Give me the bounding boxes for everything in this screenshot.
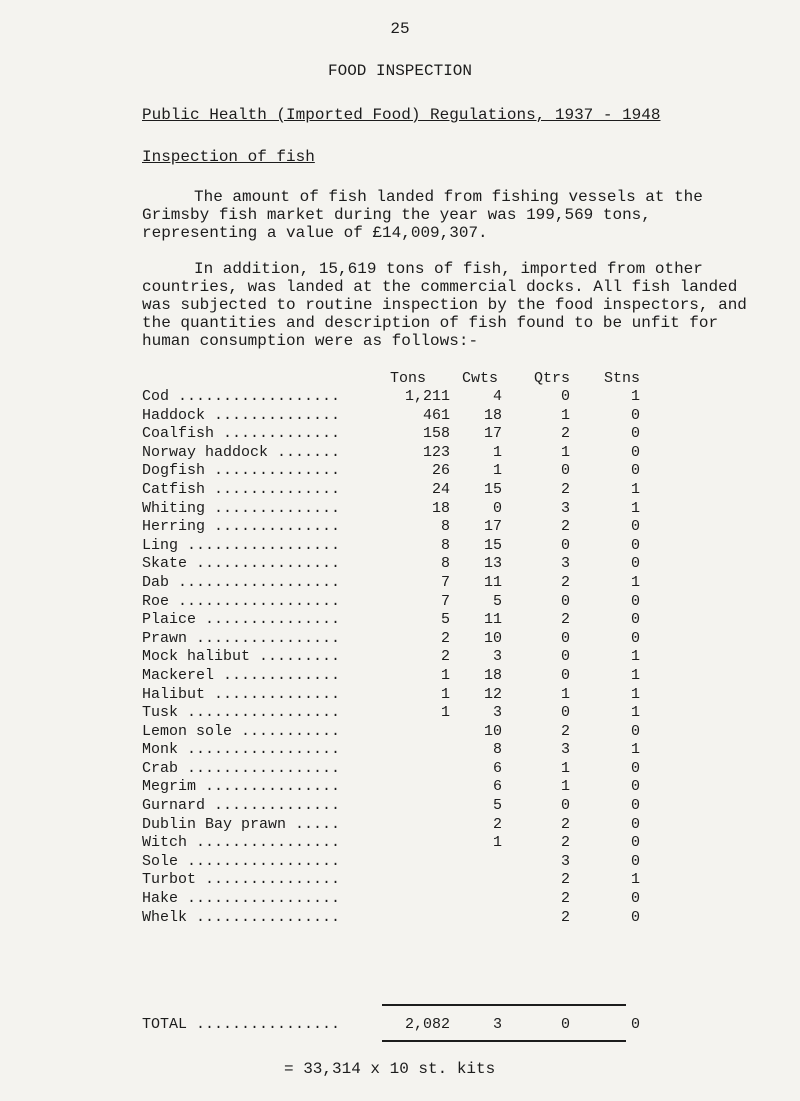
qtrs-value: 2 — [560, 815, 570, 833]
cwts-value: 11 — [483, 573, 502, 591]
column-header-stns: Stns — [604, 370, 641, 387]
stns-value: 1 — [630, 685, 640, 703]
stns-value: 0 — [630, 890, 640, 908]
table-row — [142, 444, 662, 463]
cwts-value: 18 — [483, 666, 502, 684]
fish-name: Plaice ............... — [142, 611, 341, 629]
qtrs-value: 2 — [560, 890, 570, 908]
table-row — [142, 741, 662, 760]
stns-value: 0 — [630, 722, 640, 740]
stns-value: 1 — [630, 666, 640, 684]
cwts-value: 8 — [492, 741, 502, 759]
fish-name: Hake ................. — [142, 890, 341, 908]
stns-value: 1 — [630, 499, 640, 517]
fish-name: Dogfish .............. — [142, 462, 341, 480]
page-title: FOOD INSPECTION — [327, 62, 473, 80]
table-row — [142, 593, 662, 612]
fish-name: Whelk ................ — [142, 908, 341, 926]
qtrs-value: 2 — [560, 425, 570, 443]
table-row — [142, 574, 662, 593]
table-row — [142, 648, 662, 667]
cwts-value: 10 — [483, 722, 502, 740]
fish-name: Monk ................. — [142, 741, 341, 759]
qtrs-value: 0 — [560, 388, 570, 405]
table-row — [142, 909, 662, 928]
stns-value: 0 — [630, 908, 640, 926]
tons-value: 26 — [431, 462, 450, 480]
stns-value: 0 — [630, 834, 640, 852]
fish-name: Ling ................. — [142, 536, 341, 554]
cwts-value: 6 — [492, 759, 502, 777]
cwts-value: 17 — [483, 518, 502, 536]
table-row — [142, 686, 662, 705]
tons-value: 7 — [440, 592, 450, 610]
tons-value: 1,211 — [404, 388, 450, 405]
regulations-heading: Public Health (Imported Food) Regulations, 1937 - 1948 — [142, 106, 661, 124]
stns-value: 0 — [630, 759, 640, 777]
table-row — [142, 425, 662, 444]
table-row — [142, 518, 662, 537]
column-header-qtrs: Qtrs — [534, 370, 571, 387]
stns-value: 0 — [630, 611, 640, 629]
table-row — [142, 704, 662, 723]
stns-value: 0 — [630, 592, 640, 610]
cwts-value: 15 — [483, 536, 502, 554]
stns-value: 0 — [630, 443, 640, 461]
tons-value: 1 — [440, 704, 450, 722]
fish-name: Gurnard .............. — [142, 797, 341, 815]
fish-name: Dab .................. — [142, 573, 341, 591]
fish-name: Sole ................. — [142, 852, 341, 870]
qtrs-value: 2 — [560, 834, 570, 852]
qtrs-value: 2 — [560, 908, 570, 926]
total-rule-bottom — [382, 1040, 626, 1042]
table-row — [142, 481, 662, 500]
qtrs-value: 2 — [560, 611, 570, 629]
cwts-value: 3 — [492, 648, 502, 666]
table-row — [142, 500, 662, 519]
qtrs-value: 3 — [560, 741, 570, 759]
tons-value: 24 — [431, 480, 450, 498]
table-row — [142, 462, 662, 481]
table-row — [142, 723, 662, 742]
fish-name: Cod .................. — [142, 388, 341, 405]
stns-value: 1 — [630, 704, 640, 722]
cwts-value: 15 — [483, 480, 502, 498]
stns-value: 0 — [630, 852, 640, 870]
stns-value: 1 — [630, 871, 640, 889]
stns-value: 0 — [630, 406, 640, 424]
column-header-tons: Tons — [390, 370, 427, 387]
fish-name: Roe .................. — [142, 592, 341, 610]
fish-name: Mackerel ............. — [142, 666, 341, 684]
cwts-value: 2 — [492, 815, 502, 833]
qtrs-value: 1 — [560, 443, 570, 461]
column-header-cwts: Cwts — [462, 370, 499, 387]
table-row — [142, 778, 662, 797]
qtrs-value: 0 — [560, 536, 570, 554]
stns-value: 0 — [630, 536, 640, 554]
qtrs-value: 3 — [560, 852, 570, 870]
stns-value: 0 — [630, 518, 640, 536]
table-row — [142, 388, 662, 407]
fish-name: Haddock .............. — [142, 406, 341, 424]
stns-value: 0 — [630, 797, 640, 815]
cwts-value: 1 — [492, 834, 502, 852]
fish-name: Witch ................ — [142, 834, 341, 852]
qtrs-value: 2 — [560, 722, 570, 740]
cwts-value: 17 — [483, 425, 502, 443]
fish-name: Halibut .............. — [142, 685, 341, 703]
tons-value: 461 — [422, 406, 450, 424]
stns-value: 0 — [630, 555, 640, 573]
cwts-value: 3 — [492, 704, 502, 722]
table-row — [142, 630, 662, 649]
tons-value: 158 — [422, 425, 450, 443]
fish-name: Mock halibut ......... — [142, 648, 341, 666]
qtrs-value: 1 — [560, 685, 570, 703]
page-number: 25 — [390, 20, 410, 38]
table-row — [142, 890, 662, 909]
fish-name: Whiting .............. — [142, 499, 341, 517]
tons-value: 8 — [440, 536, 450, 554]
fish-name: Turbot ............... — [142, 871, 341, 889]
cwts-value: 6 — [492, 778, 502, 796]
tons-value: 5 — [440, 611, 450, 629]
stns-value: 0 — [630, 425, 640, 443]
cwts-value: 1 — [492, 462, 502, 480]
tons-value: 123 — [422, 443, 450, 461]
stns-value: 1 — [630, 573, 640, 591]
tons-value: 18 — [431, 499, 450, 517]
table-row — [142, 760, 662, 779]
kits-equivalent: = 33,314 x 10 st. kits — [284, 1060, 496, 1078]
qtrs-value: 0 — [560, 592, 570, 610]
stns-value: 1 — [630, 741, 640, 759]
total-stns: 0 — [630, 1016, 640, 1033]
total-label: TOTAL ................ — [142, 1016, 341, 1033]
fish-name: Megrim ............... — [142, 778, 341, 796]
cwts-value: 11 — [483, 611, 502, 629]
qtrs-value: 0 — [560, 629, 570, 647]
table-row — [142, 834, 662, 853]
qtrs-value: 0 — [560, 648, 570, 666]
qtrs-value: 0 — [560, 797, 570, 815]
stns-value: 0 — [630, 778, 640, 796]
qtrs-value: 1 — [560, 406, 570, 424]
qtrs-value: 0 — [560, 666, 570, 684]
qtrs-value: 2 — [560, 518, 570, 536]
total-tons: 2,082 — [404, 1016, 450, 1033]
total-qtrs: 0 — [560, 1016, 570, 1033]
total-row — [142, 1016, 662, 1036]
cwts-value: 0 — [492, 499, 502, 517]
fish-name: Prawn ................ — [142, 629, 341, 647]
qtrs-value: 3 — [560, 499, 570, 517]
stns-value: 1 — [630, 388, 640, 405]
cwts-value: 4 — [492, 388, 502, 405]
table-row — [142, 853, 662, 872]
fish-table-body — [142, 388, 662, 927]
cwts-value: 5 — [492, 592, 502, 610]
table-row — [142, 611, 662, 630]
fish-name: Catfish .............. — [142, 480, 341, 498]
tons-value: 1 — [440, 685, 450, 703]
tons-value: 7 — [440, 573, 450, 591]
tons-value: 8 — [440, 518, 450, 536]
cwts-value: 10 — [483, 629, 502, 647]
qtrs-value: 1 — [560, 778, 570, 796]
qtrs-value: 2 — [560, 871, 570, 889]
tons-value: 1 — [440, 666, 450, 684]
qtrs-value: 0 — [560, 704, 570, 722]
table-row — [142, 797, 662, 816]
cwts-value: 18 — [483, 406, 502, 424]
stns-value: 0 — [630, 629, 640, 647]
qtrs-value: 2 — [560, 573, 570, 591]
tons-value: 2 — [440, 648, 450, 666]
table-row — [142, 667, 662, 686]
fish-name: Norway haddock ....... — [142, 443, 341, 461]
qtrs-value: 0 — [560, 462, 570, 480]
tons-value: 2 — [440, 629, 450, 647]
stns-value: 1 — [630, 648, 640, 666]
fish-name: Crab ................. — [142, 759, 341, 777]
tons-value: 8 — [440, 555, 450, 573]
stns-value: 0 — [630, 462, 640, 480]
stns-value: 0 — [630, 815, 640, 833]
table-row — [142, 407, 662, 426]
cwts-value: 13 — [483, 555, 502, 573]
table-row — [142, 871, 662, 890]
paragraph-landed-fish: The amount of fish landed from fishing vessels at the Grimsby fish market during the year was 199,569 tons, representing a value of £14,009,307. — [142, 188, 703, 242]
stns-value: 1 — [630, 480, 640, 498]
cwts-value: 1 — [492, 443, 502, 461]
table-row — [142, 555, 662, 574]
paragraph-imported-fish: In addition, 15,619 tons of fish, imported from other countries, was landed at the commercial docks. All fish landed was subjected to routine inspection by the food inspectors, and the quantities and description of fish found to be unfit for human consumption were as follows:- — [142, 260, 747, 350]
total-rule-top — [382, 1004, 626, 1006]
total-cwts: 3 — [492, 1016, 502, 1033]
section-heading: Inspection of fish — [142, 148, 315, 166]
qtrs-value: 1 — [560, 759, 570, 777]
cwts-value: 12 — [483, 685, 502, 703]
table-row — [142, 537, 662, 556]
fish-name: Coalfish ............. — [142, 425, 341, 443]
fish-name: Herring .............. — [142, 518, 341, 536]
fish-name: Skate ................ — [142, 555, 341, 573]
qtrs-value: 3 — [560, 555, 570, 573]
fish-name: Tusk ................. — [142, 704, 341, 722]
cwts-value: 5 — [492, 797, 502, 815]
qtrs-value: 2 — [560, 480, 570, 498]
fish-name: Dublin Bay prawn ..... — [142, 815, 341, 833]
fish-name: Lemon sole ........... — [142, 722, 341, 740]
table-row — [142, 816, 662, 835]
